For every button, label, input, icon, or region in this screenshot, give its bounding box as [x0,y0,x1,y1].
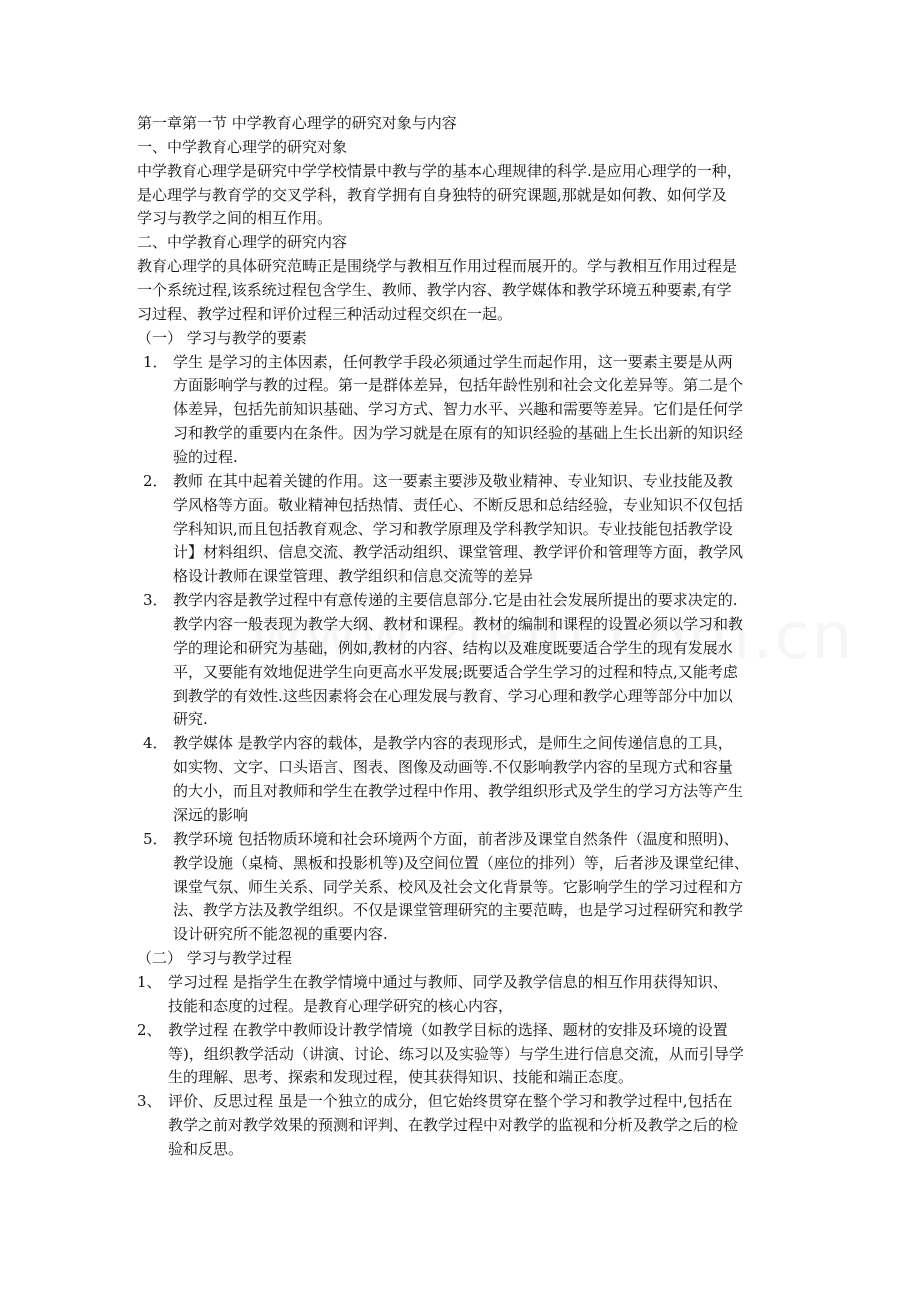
text-line: 方面影响学与教的过程。第一是群体差异，包括年龄性别和社会文化差异等。第二是个 [173,376,744,395]
text-line: 中学教育心理学是研究中学学校情景中教与学的基本心理规律的科学.是应用心理学的一种， [137,161,742,180]
text-line: 学科知识,而且包括教育观念、学习和教学原理及学科教学知识。专业技能包括教学设 [173,519,733,538]
text-line: 是心理学与教育学的交叉学科，教育学拥有自身独特的研究课题,那就是如何教、如何学及 [137,185,727,204]
list-item [137,1019,807,1091]
list-item-body [137,351,807,470]
text-line: 教学之前对教学效果的预测和评判、在教学过程中对教学的监视和分析及教学之后的检 [168,1116,739,1135]
text-line: 验的过程. [173,448,238,467]
list-marker: 1、 [137,972,162,991]
section-heading [137,947,807,971]
list-item-body [137,732,807,827]
text-line: 教师 在其中起着关键的作用。这一要素主要涉及敬业精神、专业知识、专业技能及教 [173,471,733,490]
list-item-body [137,589,807,732]
document-body [137,112,807,1162]
page-title [137,112,807,136]
list-marker: 3、 [137,1092,162,1111]
list-item-body [137,1090,807,1162]
list-item-body [137,828,807,947]
section-heading [137,327,807,351]
list-item [137,351,807,470]
text-line: （二） 学习与教学过程 [137,949,292,968]
list-marker: 1． [143,352,168,371]
text-line: 学的理论和研究为基础，例如,教材的内容、结构以及难度既要适合学生的现有发展水 [173,638,733,657]
paragraph [137,160,807,232]
list-item [137,470,807,589]
text-line: 法、教学方法及教学组织。不仅是课堂管理研究的主要范畴，也是学习过程研究和教学 [173,901,744,920]
text-line: 平，又要能有效地促进学生向更高水平发展;既要适合学生学习的过程和特点,又能考虑 [173,662,738,681]
text-line: （一） 学习与教学的要素 [137,328,307,347]
text-line: 的大小，而且对教师和学生在教学过程中作用、教学组织形式及学生的学习方法等产生 [173,782,744,801]
list-marker: 2． [143,471,168,490]
text-line: 二、中学教育心理学的研究内容 [137,233,348,252]
paragraph [137,255,807,327]
list-item-body [137,971,807,1019]
list-item [137,828,807,947]
text-line: 学习与教学之间的相互作用。 [137,209,333,228]
text-line: 评价、反思过程 虽是一个独立的成分，但它始终贯穿在整个学习和教学过程中,包括在 [168,1092,733,1111]
text-line: 第一章第一节 中学教育心理学的研究对象与内容 [137,114,457,132]
text-line: 技能和态度的过程。是教育心理学研究的核心内容， [168,996,514,1015]
text-line: 教学内容是教学过程中有意传递的主要信息部分.它是由社会发展所提出的要求决定的. [173,591,738,610]
text-line: 教学过程 在教学中教师设计教学情境（如教学目标的选择、题材的安排及环境的设置 [168,1020,728,1039]
list-marker: 3． [143,591,168,610]
text-line: 如实物、文字、口头语言、图表、图像及动画等.不仅影响教学内容的呈现方式和容量 [173,758,733,777]
text-line: 习过程、教学过程和评价过程三种活动过程交织在一起。 [137,304,513,323]
text-line: 研究. [173,710,208,729]
text-line: 课堂气氛、师生关系、同学关系、校风及社会文化背景等。它影响学生的学习过程和方 [173,877,744,896]
list-marker: 5． [143,829,168,848]
text-line: 教学环境 包括物质环境和社会环境两个方面，前者涉及课堂自然条件（温度和照明)、 [173,829,739,848]
list-marker: 4． [143,734,168,753]
text-line: 生的理解、思考、探索和发现过程，使其获得知识、技能和端正态度。 [168,1068,634,1087]
text-line: 学风格等方面。敬业精神包括热情、责任心、不断反思和总结经验，专业知识不仅包括 [173,495,744,514]
text-line: 到教学的有效性.这些因素将会在心理发展与教育、学习心理和教学心理等部分中加以 [173,686,733,705]
text-line: 计】材料组织、信息交流、教学活动组织、课堂管理、教学评价和管理等方面，教学风 [173,543,744,562]
list-item-body [137,1019,807,1091]
section-heading [137,136,807,160]
text-line: 学生 是学习的主体因素，任何教学手段必须通过学生而起作用，这一要素主要是从两 [173,352,733,371]
list-item [137,1090,807,1162]
text-line: 等)，组织教学活动（讲演、讨论、练习以及实验等）与学生进行信息交流，从而引导学 [168,1044,744,1063]
text-line: 设计研究所不能忽视的重要内容. [173,925,388,944]
text-line: 教学媒体 是教学内容的载体，是教学内容的表现形式，是师生之间传递信息的工具， [173,734,733,753]
text-line: 深远的影响 [173,805,249,824]
list-item [137,589,807,732]
text-line: 习和教学的重要内在条件。因为学习就是在原有的知识经验的基础上生长出新的知识经 [173,424,744,443]
text-line: 验和反思。 [168,1139,244,1158]
text-line: 一个系统过程,该系统过程包含学生、教师、教学内容、教学媒体和教学环境五种要素,有学 [137,281,732,300]
text-line: 教学内容一般表现为教学大纲、教材和课程。教材的编制和课程的设置必须以学习和教 [173,615,744,634]
list-marker: 2、 [137,1020,162,1039]
text-line: 一、中学教育心理学的研究对象 [137,137,348,156]
text-line: 学习过程 是指学生在教学情境中通过与教师、同学及教学信息的相互作用获得知识、 [168,972,728,991]
text-line: 体差异，包括先前知识基础、学习方式、智力水平、兴趣和需要等差异。它们是任何学 [173,400,744,419]
section-heading [137,231,807,255]
text-line: 格设计教师在课堂管理、教学组织和信息交流等的差异 [173,567,534,586]
text-line: 教学设施（桌椅、黑板和投影机等)及空间位置（座位的排列）等，后者涉及课堂纪律、 [173,853,749,872]
list-item [137,732,807,827]
list-item [137,971,807,1019]
text-line: 教育心理学的具体研究范畴正是围绕学与教相互作用过程而展开的。学与教相互作用过程是 [137,257,738,276]
list-item-body [137,470,807,589]
